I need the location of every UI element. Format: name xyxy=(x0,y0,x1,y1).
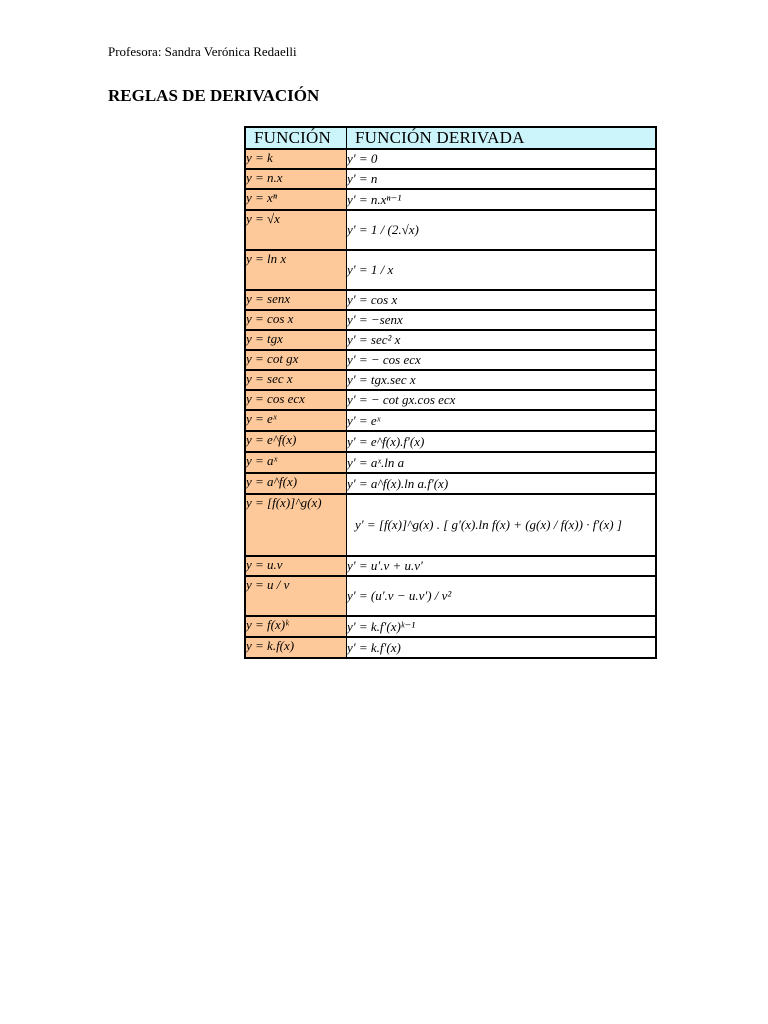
derivative-cell: y′ = aˣ.ln a xyxy=(347,452,657,473)
table-row xyxy=(245,576,656,616)
derivative-cell: y′ = u′.v + u.v′ xyxy=(347,556,657,576)
derivative-cell: y′ = n.xⁿ⁻¹ xyxy=(347,189,657,210)
table-row xyxy=(245,637,656,658)
table-row xyxy=(245,410,656,431)
function-cell: y = f(x)ᵏ xyxy=(245,616,347,637)
function-cell: y = [f(x)]^g(x) xyxy=(245,494,347,556)
column-header-derivada: FUNCIÓN DERIVADA xyxy=(347,127,657,149)
derivative-cell: y′ = − cot gx.cos ecx xyxy=(347,390,657,410)
derivative-cell: y′ = tgx.sec x xyxy=(347,370,657,390)
derivative-cell: y′ = e^f(x).f′(x) xyxy=(347,431,657,452)
table-row xyxy=(245,616,656,637)
function-cell: y = eˣ xyxy=(245,410,347,431)
derivation-rules-table xyxy=(244,126,657,659)
table-row xyxy=(245,250,656,290)
table-row xyxy=(245,330,656,350)
derivative-cell: y′ = 1 / (2.√x) xyxy=(347,210,657,250)
author-line: Profesora: Sandra Verónica Redaelli xyxy=(108,44,297,59)
table-row xyxy=(245,556,656,576)
table-row xyxy=(245,210,656,250)
derivative-cell: y′ = −senx xyxy=(347,310,657,330)
derivative-cell: y′ = k.f′(x)ᵏ⁻¹ xyxy=(347,616,657,637)
table-row xyxy=(245,370,656,390)
derivative-cell: y′ = 1 / x xyxy=(347,250,657,290)
derivative-cell: y′ = (u′.v − u.v′) / v² xyxy=(347,576,657,616)
table-row xyxy=(245,390,656,410)
table-row xyxy=(245,310,656,330)
function-cell: y = xⁿ xyxy=(245,189,347,210)
function-cell: y = k xyxy=(245,149,347,169)
derivative-cell: y′ = k.f′(x) xyxy=(347,637,657,658)
table-row xyxy=(245,169,656,189)
table-row xyxy=(245,149,656,169)
derivative-cell: y′ = sec² x xyxy=(347,330,657,350)
derivative-cell: y′ = 0 xyxy=(347,149,657,169)
function-cell: y = k.f(x) xyxy=(245,637,347,658)
function-cell: y = e^f(x) xyxy=(245,431,347,452)
function-cell: y = u / v xyxy=(245,576,347,616)
function-cell: y = n.x xyxy=(245,169,347,189)
table-row xyxy=(245,189,656,210)
table-row xyxy=(245,350,656,370)
table-header-row xyxy=(245,127,656,149)
derivative-cell: y′ = a^f(x).ln a.f′(x) xyxy=(347,473,657,494)
table-row xyxy=(245,452,656,473)
table-row xyxy=(245,473,656,494)
derivative-cell: y′ = [f(x)]^g(x) . [ g′(x).ln f(x) + (g(x) / f(x)) · f′(x) ] xyxy=(347,494,657,556)
function-cell: y = tgx xyxy=(245,330,347,350)
function-cell: y = senx xyxy=(245,290,347,310)
table-row xyxy=(245,494,656,556)
table-row xyxy=(245,431,656,452)
table-row xyxy=(245,290,656,310)
function-cell: y = sec x xyxy=(245,370,347,390)
document-title: REGLAS DE DERIVACIÓN xyxy=(108,86,320,105)
function-cell: y = aˣ xyxy=(245,452,347,473)
derivative-cell: y′ = − cos ecx xyxy=(347,350,657,370)
derivative-cell: y′ = eˣ xyxy=(347,410,657,431)
function-cell: y = cos ecx xyxy=(245,390,347,410)
derivative-cell: y′ = n xyxy=(347,169,657,189)
function-cell: y = a^f(x) xyxy=(245,473,347,494)
derivative-cell: y′ = cos x xyxy=(347,290,657,310)
function-cell: y = u.v xyxy=(245,556,347,576)
function-cell: y = cot gx xyxy=(245,350,347,370)
function-cell: y = √x xyxy=(245,210,347,250)
column-header-funcion: FUNCIÓN xyxy=(245,127,347,149)
function-cell: y = cos x xyxy=(245,310,347,330)
function-cell: y = ln x xyxy=(245,250,347,290)
